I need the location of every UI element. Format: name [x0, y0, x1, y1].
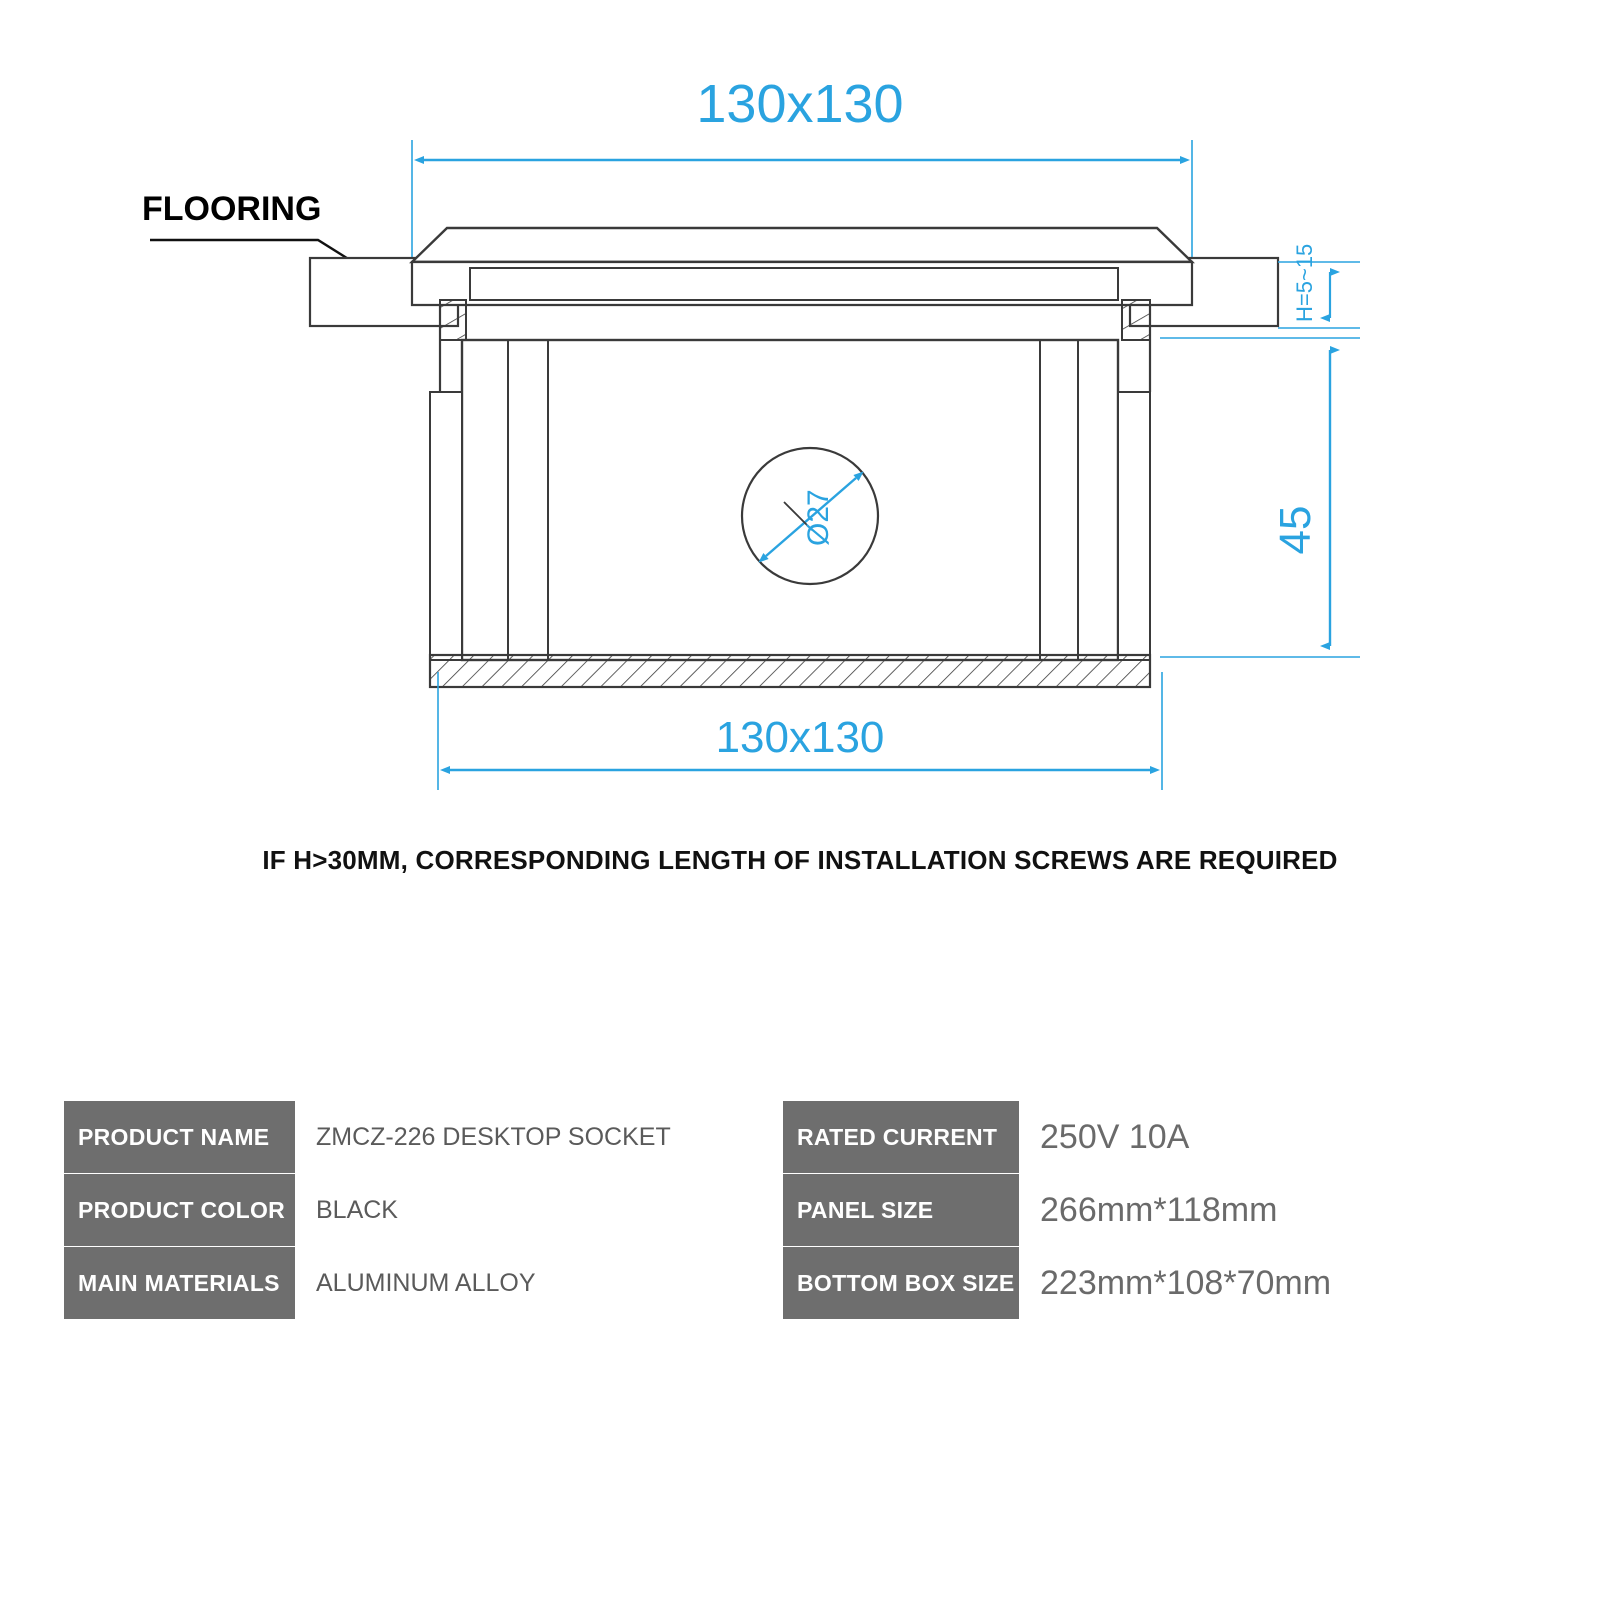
value-main-materials: ALUMINUM ALLOY: [296, 1247, 783, 1320]
value-product-name: ZMCZ-226 DESKTOP SOCKET: [296, 1101, 783, 1174]
value-bottom-box-size: 223mm*108*70mm: [1020, 1247, 1536, 1320]
dim-flange-thickness: H=5~15: [1292, 243, 1317, 322]
label-product-color: PRODUCT COLOR: [64, 1174, 296, 1247]
dim-cable-hole: Ø27: [802, 489, 835, 546]
label-panel-size: PANEL SIZE: [783, 1174, 1020, 1247]
value-rated-current: 250V 10A: [1020, 1101, 1536, 1174]
spec-table: [63, 1100, 1536, 1320]
table-row: [64, 1101, 1536, 1174]
right-height-dimension: [1160, 338, 1360, 657]
label-main-materials: MAIN MATERIALS: [64, 1247, 296, 1320]
label-product-name: PRODUCT NAME: [64, 1101, 296, 1174]
value-product-color: BLACK: [296, 1174, 783, 1247]
socket-lid: [412, 228, 1192, 305]
installation-note: IF H>30MM, CORRESPONDING LENGTH OF INSTALLATION SCREWS ARE REQUIRED: [262, 845, 1338, 875]
bottom-plate: [430, 655, 1150, 687]
dim-top-width: 130x130: [696, 74, 904, 134]
right-flange-dimension: [1278, 262, 1360, 328]
table-row: [64, 1247, 1536, 1320]
dim-height-45: 45: [1271, 505, 1320, 555]
dim-bottom-width: 130x130: [715, 713, 885, 762]
label-bottom-box-size: BOTTOM BOX SIZE: [783, 1247, 1020, 1320]
label-rated-current: RATED CURRENT: [783, 1101, 1020, 1174]
flooring-label: FLOORING: [142, 190, 322, 228]
table-row: [64, 1174, 1536, 1247]
value-panel-size: 266mm*118mm: [1020, 1174, 1536, 1247]
